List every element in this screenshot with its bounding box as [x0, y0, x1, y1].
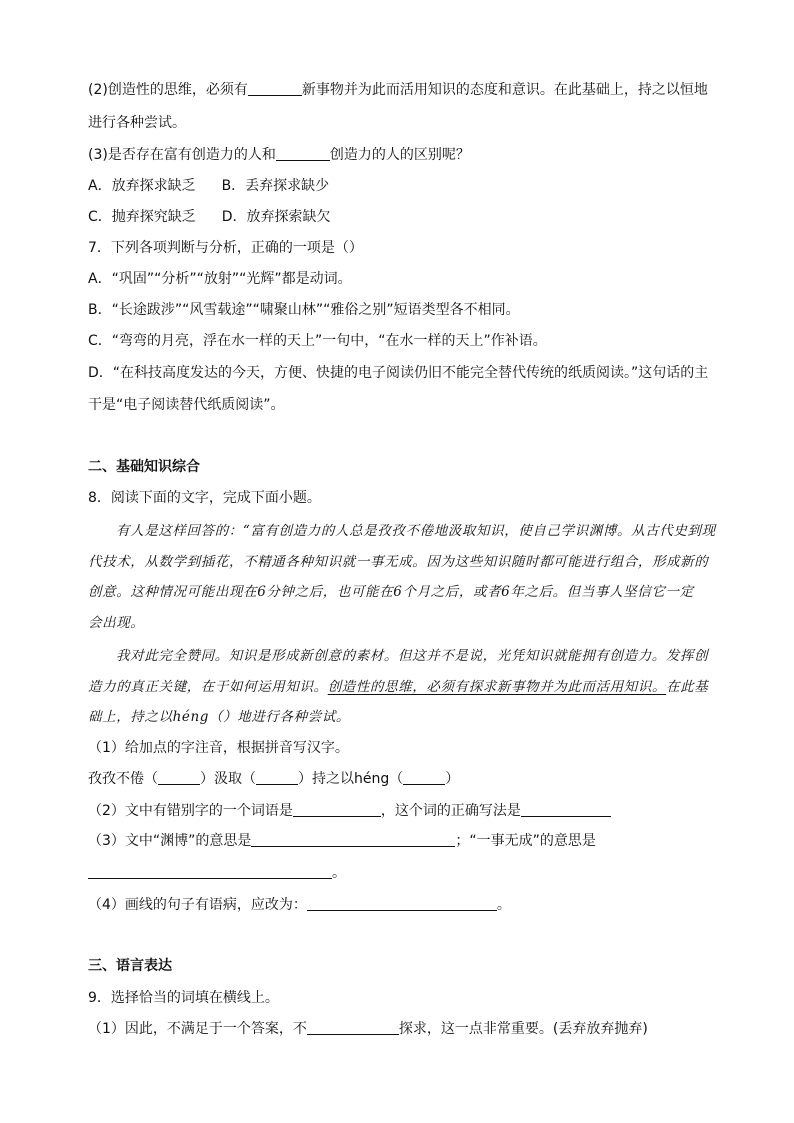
q8-sub3-cont [88, 863, 346, 883]
text: 在此基 [666, 679, 709, 695]
option-c[interactable]: C．抛弃探究缺乏 [88, 209, 196, 225]
q8-sub1: （1）给加点的字注音，根据拼音写汉字。 [88, 740, 349, 756]
q7-option-d[interactable]: D．“在科技高度发达的今天，方便、快捷的电子阅读仍旧不能完全替代传统的纸质阅读。”这句话的主 [88, 365, 709, 381]
q6-options-row-1 [88, 176, 329, 196]
q8-sub4 [88, 895, 511, 915]
q8-sub1-answers [88, 769, 459, 789]
text: 创造力的人的区别呢？ [329, 147, 470, 163]
answer-blank[interactable] [307, 1019, 399, 1035]
q6-line-2 [88, 80, 708, 100]
answer-blank[interactable] [248, 80, 302, 96]
answer-blank[interactable] [251, 831, 455, 847]
text: ，这个词的正确写法是 [380, 803, 521, 819]
text: （3）文中“渊博”的意思是 [88, 833, 252, 849]
q8-sub3 [88, 831, 596, 851]
q7-option-c[interactable]: C．“弯弯的月亮，浮在水一样的天上”一句中，“在水一样的天上”作补语。 [88, 333, 547, 349]
option-b[interactable]: B．丢弃探求缺少 [221, 178, 330, 194]
text: ）持之以héng（ [298, 771, 404, 787]
text: ）汲取（ [200, 771, 256, 787]
passage-line: 会出现。 [88, 615, 145, 631]
answer-blank[interactable] [293, 801, 381, 817]
q8-stem: 8．阅读下面的文字，完成下面小题。 [88, 490, 321, 506]
text: ；“一事无成”的意思是 [455, 833, 596, 849]
answer-blank[interactable] [521, 801, 611, 817]
passage-line [88, 677, 708, 697]
option-d[interactable]: D．放弃探索缺欠 [221, 209, 331, 225]
answer-blank[interactable] [158, 769, 200, 785]
q7-option-d-cont: 干是“电子阅读替代纸质阅读”。 [88, 397, 285, 413]
passage-line: 代技术，从数学到插花，不精通各种知识就一事无成。因为这些知识随时都可能进行组合，形成新的 [88, 554, 709, 570]
text: 孜孜不倦（ [88, 771, 158, 787]
text: 。 [496, 897, 511, 913]
q7-option-a[interactable]: A．“巩固”“分析”“放射”“光辉”都是动词。 [88, 271, 352, 287]
passage-line: 础上，持之以héng（）地进行各种尝试。 [88, 709, 351, 725]
text: 探求，这一点非常重要。(丢弃放弃抛弃) [398, 1021, 648, 1037]
answer-blank[interactable] [256, 769, 298, 785]
q9-sub1 [88, 1019, 648, 1039]
q8-sub2 [88, 801, 611, 821]
text: （1）因此，不满足于一个答案，不 [88, 1021, 307, 1037]
text: (2)创造性的思维，必须有 [88, 82, 248, 98]
passage-line: 创意。这种情况可能出现在6分钟之后，也可能在6个月之后，或者6年之后。但当事人坚信它一定 [88, 584, 694, 600]
section-heading: 二、基础知识综合 [88, 459, 200, 475]
passage-line: 我对此完全赞同。知识是形成新创意的素材。但这并不是说，光凭知识就能拥有创造力。发挥创 [116, 648, 709, 664]
q6-line-2-cont: 进行各种尝试。 [88, 115, 186, 131]
text: (3)是否存在富有创造力的人和 [88, 147, 276, 163]
answer-blank[interactable] [307, 895, 497, 911]
q7-option-b[interactable]: B．“长途跋涉”“风雪载途”“啸聚山林”“雅俗之别”短语类型各不相同。 [88, 302, 520, 318]
underlined-sentence: 创造性的思维，必须有探求新事物并为此而活用知识。 [327, 679, 667, 695]
text: （2）文中有错别字的一个词语是 [88, 803, 293, 819]
text: 。 [332, 865, 346, 881]
q7-stem: 7．下列各项判断与分析，正确的一项是（） [88, 240, 363, 256]
q6-options-row-2 [88, 207, 331, 227]
option-a[interactable]: A．放弃探求缺乏 [88, 178, 196, 194]
q9-stem: 9．选择恰当的词填在横线上。 [88, 990, 279, 1006]
answer-blank[interactable] [88, 863, 332, 879]
text: （4）画线的句子有语病，应改为： [88, 897, 307, 913]
section-heading: 三、语言表达 [88, 958, 172, 974]
text: 新事物并为此而活用知识的态度和意识。在此基础上，持之以恒地 [301, 82, 708, 98]
text: ） [445, 771, 460, 787]
text: 造力的真正关键，在于如何运用知识。 [88, 679, 328, 695]
answer-blank[interactable] [276, 145, 330, 161]
q6-line-3 [88, 145, 470, 165]
answer-blank[interactable] [403, 769, 445, 785]
passage-line: 有人是这样回答的：“富有创造力的人总是孜孜不倦地汲取知识，使自己学识渊博。从古代史到现 [116, 523, 716, 539]
